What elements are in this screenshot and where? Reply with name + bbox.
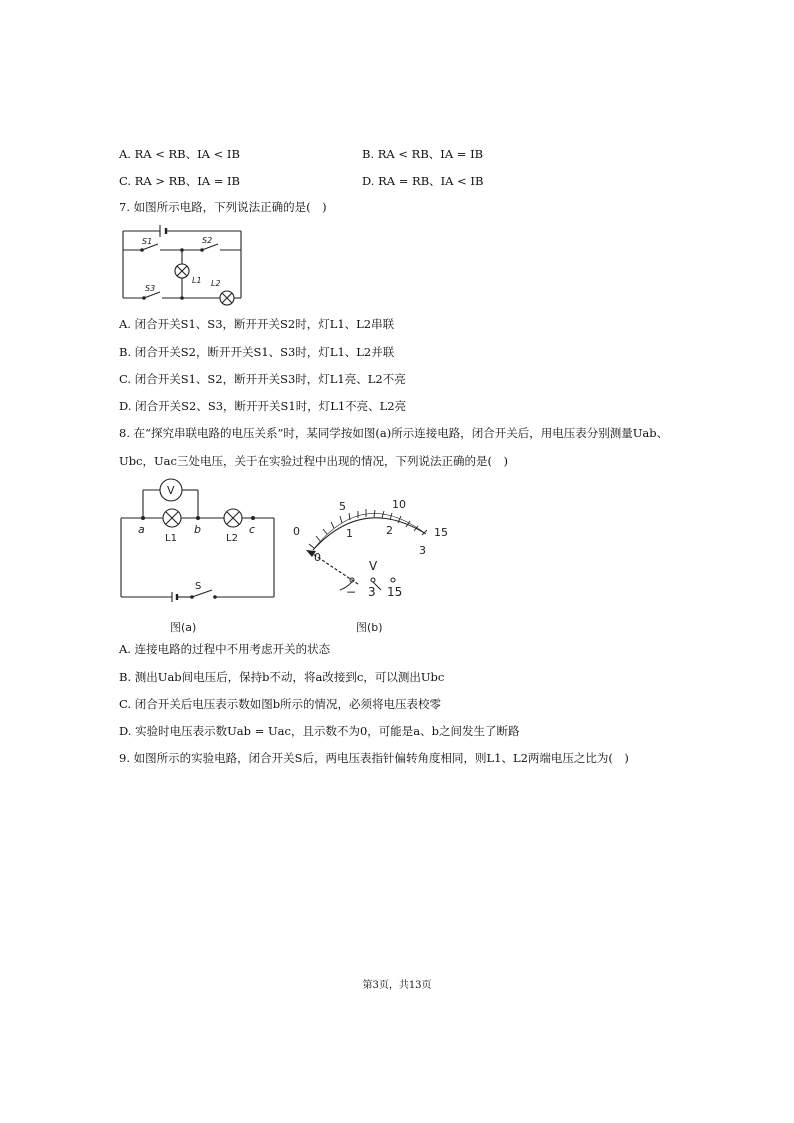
q8-stem-line2: Ubc，Uac三处电压，关于在实验过程中出现的情况，下列说法正确的是( ): [119, 454, 508, 468]
q8b-caption: 图(b): [356, 621, 383, 634]
page-footer: 第3页，共13页: [362, 980, 432, 991]
q8-stem-line1: 8. 在“探究串联电路的电压关系”时，某同学按如图(a)所示连接电路，闭合开关后，用电压表分别测量Uab、: [119, 426, 669, 440]
q8-figure-a: [118, 472, 278, 637]
q8b-scale-top-15: 15: [434, 526, 448, 539]
q6-option-d: D. RA = RB、IA < IB: [362, 174, 484, 188]
q7-label-s2: S2: [202, 236, 213, 245]
q8-option-b: B. 测出Uab间电压后，保持b不动，将a改接到c，可以测出Ubc: [119, 670, 445, 684]
q8b-scale-bottom-2: 2: [386, 524, 393, 537]
q8a-point-a: a: [138, 523, 145, 536]
q8b-scale-top-0: 0: [293, 525, 300, 538]
q8-figure-b: [288, 490, 458, 638]
q8a-l1-label: L1: [165, 533, 177, 544]
q8a-voltmeter-label: V: [167, 484, 175, 497]
q7-stem: 7. 如图所示电路，下列说法正确的是( ): [119, 200, 327, 214]
q7-label-l1: L1: [192, 276, 202, 285]
q8b-terminal-minus: −: [346, 585, 357, 599]
q7-label-s3: S3: [145, 284, 156, 293]
q6-option-c: C. RA > RB、IA = IB: [119, 174, 241, 188]
q7-option-b: B. 闭合开关S2，断开开关S1、S3时，灯L1、L2并联: [119, 345, 395, 359]
q8-option-a: A. 连接电路的过程中不用考虑开关的状态: [119, 642, 331, 656]
q8b-terminal-3: 3: [368, 585, 376, 599]
q9-stem: 9. 如图所示的实验电路，闭合开关S后，两电压表指针偏转角度相同，则L1、L2两端电压之比为( ): [119, 751, 629, 765]
q8b-meter-symbol: V: [369, 559, 378, 573]
q7-option-a: A. 闭合开关S1、S3，断开开关S2时，灯L1、L2串联: [119, 317, 395, 331]
q8a-switch-label: S: [195, 581, 202, 592]
q6-option-a: A. RA < RB、IA < IB: [119, 147, 240, 161]
q7-label-l2: L2: [211, 279, 221, 288]
q7-option-c: C. 闭合开关S1、S2，断开开关S3时，灯L1亮、L2不亮: [119, 372, 406, 386]
q7-circuit-diagram: [118, 220, 248, 305]
q8a-point-c: c: [249, 523, 256, 536]
q7-option-d: D. 闭合开关S2、S3，断开开关S1时，灯L1不亮、L2亮: [119, 399, 407, 413]
q8-option-d: D. 实验时电压表示数Uab = Uac，且示数不为0，可能是a、b之间发生了断路: [119, 724, 520, 738]
q8a-l2-label: L2: [226, 533, 238, 544]
q8b-scale-top-10: 10: [392, 498, 406, 511]
q8b-scale-bottom-0: 0: [314, 551, 321, 564]
q8a-caption: 图(a): [170, 621, 197, 634]
q8b-scale-top-5: 5: [339, 500, 346, 513]
q8a-point-b: b: [194, 523, 201, 536]
q7-label-s1: S1: [142, 237, 153, 246]
q8b-scale-bottom-3: 3: [419, 544, 426, 557]
q8b-terminal-15: 15: [387, 585, 403, 599]
q8-option-c: C. 闭合开关后电压表示数如图b所示的情况，必须将电压表校零: [119, 697, 442, 711]
q6-option-b: B. RA < RB、IA = IB: [362, 147, 484, 161]
q8b-scale-bottom-1: 1: [346, 527, 353, 540]
